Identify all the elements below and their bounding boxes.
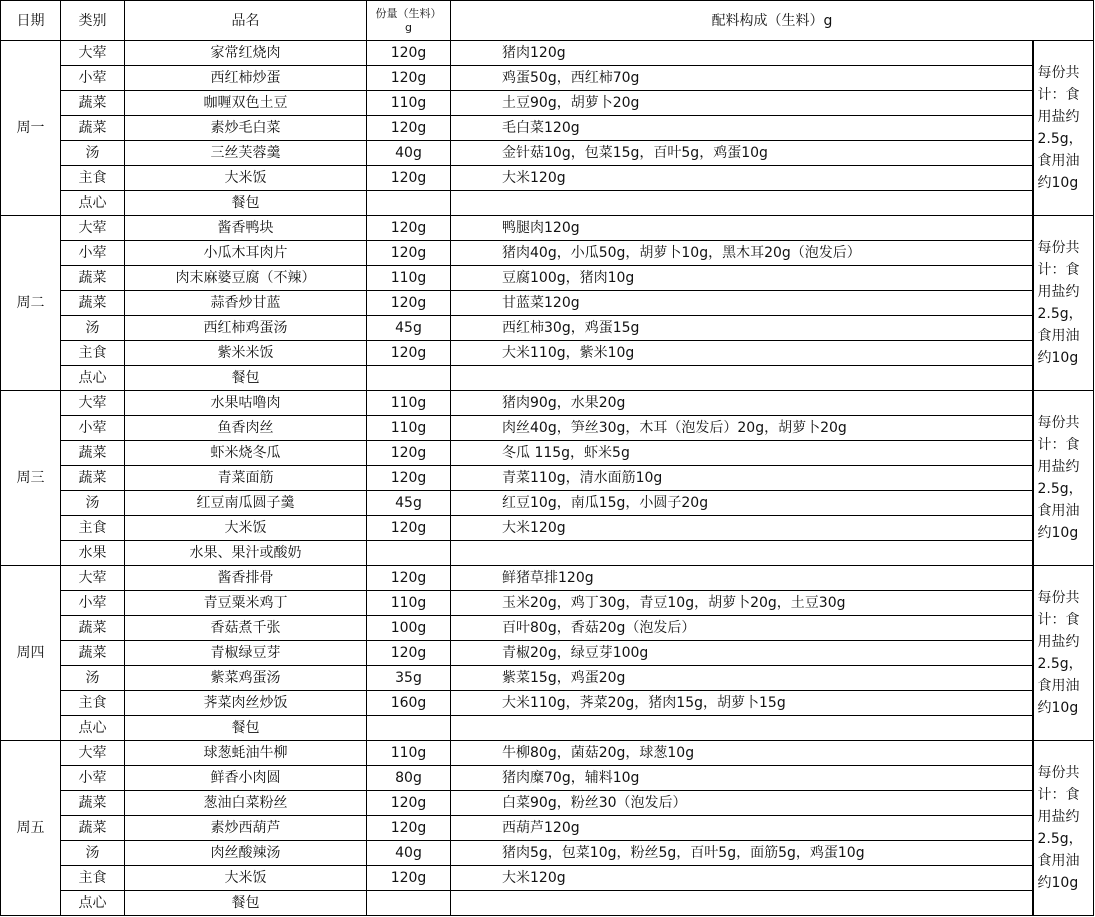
ingredients-cell: 紫菜15g，鸡蛋20g (451, 666, 1033, 691)
dish-cell: 红豆南瓜圆子羹 (125, 491, 367, 516)
category-cell: 大荤 (61, 41, 125, 66)
nutrition-note-line: 约10g (1037, 875, 1079, 891)
ingredients-cell: 大米110g，荠菜20g，猪肉15g，胡萝卜15g (451, 691, 1033, 716)
nutrition-note (1033, 566, 1094, 741)
portion-cell: 120g (367, 516, 451, 541)
nutrition-note-line: 2.5g， (1037, 306, 1083, 322)
dish-cell: 肉丝酸辣汤 (125, 841, 367, 866)
category-cell: 蔬菜 (61, 816, 125, 841)
day-label: 周四 (1, 566, 61, 741)
dish-cell: 青椒绿豆芽 (125, 641, 367, 666)
nutrition-note-line: 用盐约 (1037, 809, 1080, 825)
ingredients-cell: 甘蓝菜120g (451, 291, 1033, 316)
dish-cell: 餐包 (125, 716, 367, 741)
table-row (1, 616, 1094, 641)
category-cell: 主食 (61, 516, 125, 541)
category-cell: 蔬菜 (61, 116, 125, 141)
portion-cell: 120g (367, 816, 451, 841)
nutrition-note-line: 每份共 (1037, 590, 1080, 606)
portion-cell: 110g (367, 91, 451, 116)
table-row (1, 891, 1094, 916)
dish-cell: 蒜香炒甘蓝 (125, 291, 367, 316)
nutrition-note-line: 用盐约 (1037, 634, 1080, 650)
dish-cell: 小瓜木耳肉片 (125, 241, 367, 266)
table-row (1, 266, 1094, 291)
nutrition-note-line: 2.5g， (1037, 656, 1083, 672)
category-cell: 主食 (61, 166, 125, 191)
ingredients-cell: 百叶80g，香菇20g（泡发后） (451, 616, 1033, 641)
day-label: 周五 (1, 741, 61, 916)
ingredients-cell (451, 891, 1033, 916)
ingredients-cell: 猪肉5g，包菜10g，粉丝5g，百叶5g，面筋5g，鸡蛋10g (451, 841, 1033, 866)
header-category: 类别 (61, 1, 125, 41)
header-portion (367, 1, 451, 41)
dish-cell: 鲜香小肉圆 (125, 766, 367, 791)
table-row (1, 316, 1094, 341)
portion-cell: 120g (367, 41, 451, 66)
ingredients-cell: 大米120g (451, 516, 1033, 541)
ingredients-cell: 青椒20g，绿豆芽100g (451, 641, 1033, 666)
portion-cell (367, 541, 451, 566)
nutrition-note-line: 每份共 (1037, 415, 1080, 431)
nutrition-note (1033, 741, 1094, 916)
dish-cell: 大米饭 (125, 166, 367, 191)
dish-cell: 青菜面筋 (125, 466, 367, 491)
nutrition-note (1033, 41, 1094, 216)
portion-cell: 45g (367, 491, 451, 516)
nutrition-note-line: 用盐约 (1037, 459, 1080, 475)
ingredients-cell: 西红柿30g，鸡蛋15g (451, 316, 1033, 341)
ingredients-cell: 土豆90g，胡萝卜20g (451, 91, 1033, 116)
ingredients-cell: 猪肉90g，水果20g (451, 391, 1033, 416)
category-cell: 点心 (61, 366, 125, 391)
ingredients-cell: 猪肉糜70g，辅料10g (451, 766, 1033, 791)
dish-cell: 大米饭 (125, 516, 367, 541)
day-label: 周二 (1, 216, 61, 391)
category-cell: 小荤 (61, 766, 125, 791)
ingredients-cell: 玉米20g，鸡丁30g，青豆10g，胡萝卜20g，土豆30g (451, 591, 1033, 616)
table-row (1, 741, 1094, 766)
ingredients-cell: 金针菇10g，包菜15g，百叶5g，鸡蛋10g (451, 141, 1033, 166)
category-cell: 汤 (61, 316, 125, 341)
dish-cell: 咖喱双色土豆 (125, 91, 367, 116)
category-cell: 蔬菜 (61, 91, 125, 116)
ingredients-cell (451, 191, 1033, 216)
category-cell: 蔬菜 (61, 641, 125, 666)
ingredients-cell: 青菜110g，清水面筋10g (451, 466, 1033, 491)
header-row (1, 1, 1094, 41)
nutrition-note-line: 用盐约 (1037, 109, 1080, 125)
ingredients-cell: 牛柳80g，菌菇20g，球葱10g (451, 741, 1033, 766)
category-cell: 大荤 (61, 566, 125, 591)
ingredients-cell: 毛白菜120g (451, 116, 1033, 141)
ingredients-cell: 鸭腿肉120g (451, 216, 1033, 241)
portion-cell: 120g (367, 566, 451, 591)
dish-cell: 青豆粟米鸡丁 (125, 591, 367, 616)
table-row (1, 116, 1094, 141)
dish-cell: 餐包 (125, 191, 367, 216)
ingredients-cell: 红豆10g，南瓜15g，小圆子20g (451, 491, 1033, 516)
ingredients-cell: 白菜90g，粉丝30（泡发后） (451, 791, 1033, 816)
ingredients-cell: 冬瓜 115g，虾米5g (451, 441, 1033, 466)
dish-cell: 餐包 (125, 366, 367, 391)
nutrition-note-line: 食用油 (1037, 503, 1080, 519)
table-row (1, 466, 1094, 491)
dish-cell: 大米饭 (125, 866, 367, 891)
ingredients-cell (451, 716, 1033, 741)
table-row (1, 566, 1094, 591)
ingredients-cell: 猪肉40g，小瓜50g，胡萝卜10g，黑木耳20g（泡发后） (451, 241, 1033, 266)
ingredients-cell: 西葫芦120g (451, 816, 1033, 841)
portion-cell (367, 366, 451, 391)
ingredients-cell: 大米120g (451, 166, 1033, 191)
category-cell: 蔬菜 (61, 291, 125, 316)
portion-cell: 120g (367, 241, 451, 266)
dish-cell: 酱香排骨 (125, 566, 367, 591)
ingredients-cell: 鲜猪草排120g (451, 566, 1033, 591)
portion-cell: 35g (367, 666, 451, 691)
portion-cell: 120g (367, 66, 451, 91)
category-cell: 汤 (61, 491, 125, 516)
portion-cell: 120g (367, 216, 451, 241)
dish-cell: 水果咕噜肉 (125, 391, 367, 416)
header-dish: 品名 (125, 1, 367, 41)
table-row (1, 591, 1094, 616)
dish-cell: 西红柿鸡蛋汤 (125, 316, 367, 341)
table-row (1, 841, 1094, 866)
category-cell: 小荤 (61, 416, 125, 441)
nutrition-note-line: 每份共 (1037, 65, 1080, 81)
nutrition-note-line: 每份共 (1037, 240, 1080, 256)
table-row (1, 491, 1094, 516)
menu-body (1, 41, 1094, 916)
portion-cell: 45g (367, 316, 451, 341)
portion-cell: 120g (367, 341, 451, 366)
nutrition-note-line: 约10g (1037, 350, 1079, 366)
dish-cell: 素炒毛白菜 (125, 116, 367, 141)
portion-cell: 40g (367, 141, 451, 166)
nutrition-note-line: 2.5g， (1037, 831, 1083, 847)
day-label: 周三 (1, 391, 61, 566)
portion-cell: 110g (367, 266, 451, 291)
ingredients-cell: 猪肉120g (451, 41, 1033, 66)
portion-cell: 120g (367, 166, 451, 191)
category-cell: 大荤 (61, 216, 125, 241)
category-cell: 主食 (61, 866, 125, 891)
ingredients-cell: 豆腐100g，猪肉10g (451, 266, 1033, 291)
portion-cell: 160g (367, 691, 451, 716)
table-row (1, 441, 1094, 466)
category-cell: 蔬菜 (61, 616, 125, 641)
nutrition-note-line: 计：食 (1037, 437, 1080, 453)
dish-cell: 球葱蚝油牛柳 (125, 741, 367, 766)
portion-cell: 120g (367, 116, 451, 141)
table-row (1, 41, 1094, 66)
table-row (1, 791, 1094, 816)
nutrition-note-line: 计：食 (1037, 262, 1080, 278)
nutrition-note-line: 每份共 (1037, 765, 1080, 781)
dish-cell: 西红柿炒蛋 (125, 66, 367, 91)
dish-cell: 家常红烧肉 (125, 41, 367, 66)
header-portion-line2: g (405, 20, 412, 34)
table-row (1, 541, 1094, 566)
table-row (1, 416, 1094, 441)
table-row (1, 366, 1094, 391)
category-cell: 大荤 (61, 391, 125, 416)
nutrition-note-line: 用盐约 (1037, 284, 1080, 300)
category-cell: 点心 (61, 891, 125, 916)
header-ingredients: 配料构成（生料）g (451, 1, 1094, 41)
dish-cell: 紫菜鸡蛋汤 (125, 666, 367, 691)
category-cell: 小荤 (61, 66, 125, 91)
nutrition-note-line: 计：食 (1037, 87, 1080, 103)
portion-cell: 100g (367, 616, 451, 641)
nutrition-note-line: 计：食 (1037, 787, 1080, 803)
day-label: 周一 (1, 41, 61, 216)
nutrition-note-line: 2.5g， (1037, 131, 1083, 147)
portion-cell (367, 191, 451, 216)
header-date: 日期 (1, 1, 61, 41)
nutrition-note (1033, 391, 1094, 566)
table-row (1, 241, 1094, 266)
nutrition-note-line: 食用油 (1037, 153, 1080, 169)
category-cell: 蔬菜 (61, 441, 125, 466)
nutrition-note-line: 约10g (1037, 700, 1079, 716)
portion-cell: 110g (367, 416, 451, 441)
table-row (1, 691, 1094, 716)
table-row (1, 716, 1094, 741)
category-cell: 水果 (61, 541, 125, 566)
table-row (1, 341, 1094, 366)
header-portion-line1: 份量（生料） (375, 6, 442, 20)
dish-cell: 肉末麻婆豆腐（不辣） (125, 266, 367, 291)
dish-cell: 酱香鸭块 (125, 216, 367, 241)
portion-cell: 120g (367, 791, 451, 816)
table-row (1, 141, 1094, 166)
ingredients-cell (451, 366, 1033, 391)
dish-cell: 水果、果汁或酸奶 (125, 541, 367, 566)
portion-cell (367, 891, 451, 916)
category-cell: 蔬菜 (61, 791, 125, 816)
dish-cell: 三丝芙蓉羹 (125, 141, 367, 166)
dish-cell: 鱼香肉丝 (125, 416, 367, 441)
category-cell: 汤 (61, 141, 125, 166)
nutrition-note-line: 约10g (1037, 525, 1079, 541)
table-row (1, 391, 1094, 416)
table-row (1, 91, 1094, 116)
ingredients-cell: 肉丝40g，笋丝30g，木耳（泡发后）20g，胡萝卜20g (451, 416, 1033, 441)
table-row (1, 766, 1094, 791)
table-row (1, 641, 1094, 666)
dish-cell: 餐包 (125, 891, 367, 916)
category-cell: 主食 (61, 341, 125, 366)
category-cell: 大荤 (61, 741, 125, 766)
nutrition-note-line: 计：食 (1037, 612, 1080, 628)
dish-cell: 紫米米饭 (125, 341, 367, 366)
ingredients-cell (451, 541, 1033, 566)
nutrition-note-line: 食用油 (1037, 678, 1080, 694)
table-row (1, 166, 1094, 191)
table-row (1, 516, 1094, 541)
portion-cell: 120g (367, 466, 451, 491)
category-cell: 小荤 (61, 241, 125, 266)
category-cell: 汤 (61, 666, 125, 691)
nutrition-note-line: 食用油 (1037, 853, 1080, 869)
nutrition-note-line: 食用油 (1037, 328, 1080, 344)
table-row (1, 866, 1094, 891)
category-cell: 主食 (61, 691, 125, 716)
category-cell: 蔬菜 (61, 266, 125, 291)
category-cell: 小荤 (61, 591, 125, 616)
nutrition-note (1033, 216, 1094, 391)
dish-cell: 香菇煮千张 (125, 616, 367, 641)
table-row (1, 291, 1094, 316)
table-row (1, 816, 1094, 841)
portion-cell: 120g (367, 866, 451, 891)
category-cell: 蔬菜 (61, 466, 125, 491)
ingredients-cell: 鸡蛋50g，西红柿70g (451, 66, 1033, 91)
nutrition-note-line: 2.5g， (1037, 481, 1083, 497)
dish-cell: 素炒西葫芦 (125, 816, 367, 841)
portion-cell: 120g (367, 441, 451, 466)
ingredients-cell: 大米110g，紫米10g (451, 341, 1033, 366)
table-row (1, 216, 1094, 241)
category-cell: 汤 (61, 841, 125, 866)
portion-cell: 80g (367, 766, 451, 791)
portion-cell: 40g (367, 841, 451, 866)
category-cell: 点心 (61, 716, 125, 741)
table-row (1, 666, 1094, 691)
portion-cell: 110g (367, 391, 451, 416)
table-row (1, 191, 1094, 216)
nutrition-note-line: 约10g (1037, 175, 1079, 191)
dish-cell: 虾米烧冬瓜 (125, 441, 367, 466)
portion-cell: 110g (367, 741, 451, 766)
table-row (1, 66, 1094, 91)
ingredients-cell: 大米120g (451, 866, 1033, 891)
portion-cell: 110g (367, 591, 451, 616)
portion-cell (367, 716, 451, 741)
category-cell: 点心 (61, 191, 125, 216)
dish-cell: 荠菜肉丝炒饭 (125, 691, 367, 716)
portion-cell: 120g (367, 291, 451, 316)
dish-cell: 葱油白菜粉丝 (125, 791, 367, 816)
portion-cell: 120g (367, 641, 451, 666)
